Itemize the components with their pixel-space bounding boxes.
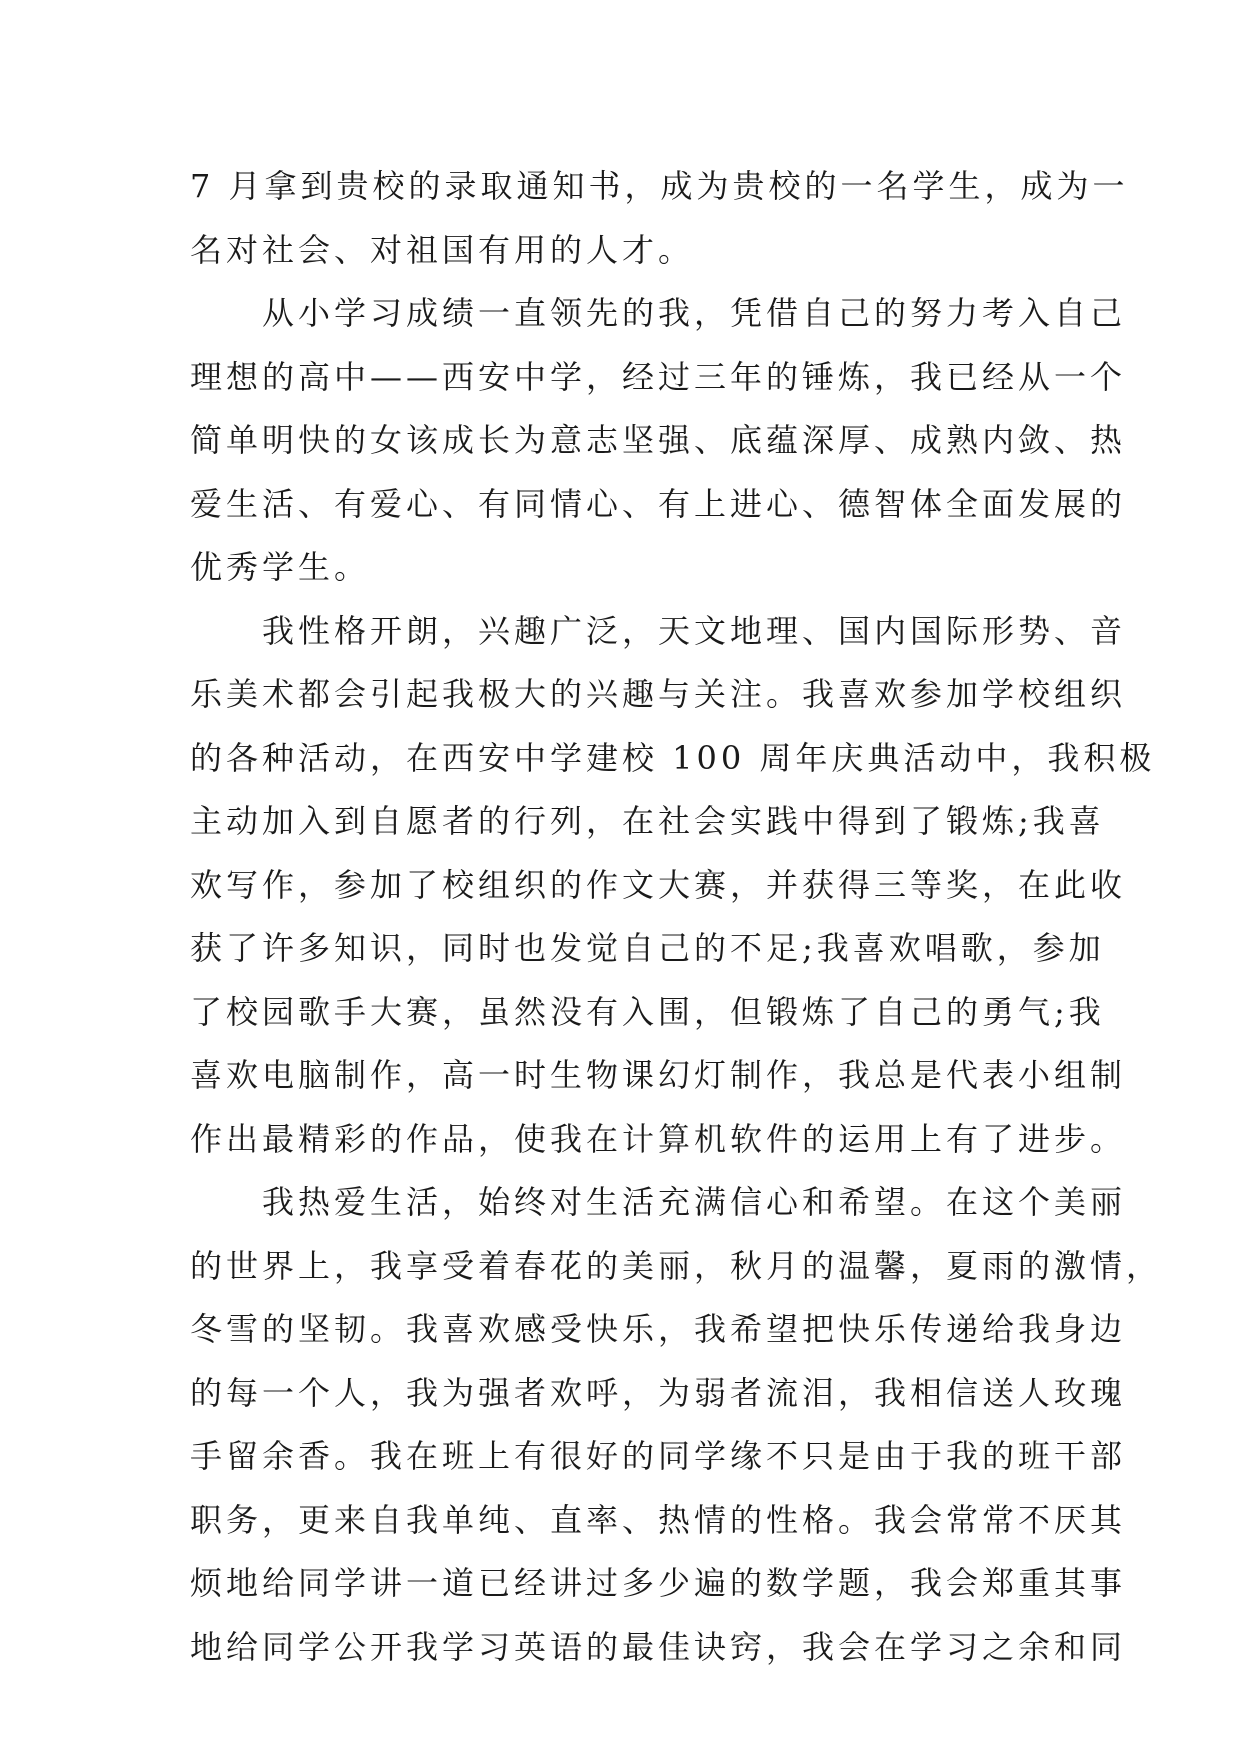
text-line: 的每一个人，我为强者欢呼，为弱者流泪，我相信送人玫瑰 <box>190 1373 1127 1412</box>
text-line: 我热爱生活，始终对生活充满信心和希望。在这个美丽 <box>190 1183 1127 1221</box>
text-line: 简单明快的女该成长为意志坚强、底蕴深厚、成熟内敛、热 <box>190 421 1127 459</box>
text-line: 爱生活、有爱心、有同情心、有上进心、德智体全面发展的 <box>190 484 1127 523</box>
text-line: 的各种活动，在西安中学建校 100 周年庆典活动中，我积极 <box>190 738 1156 777</box>
text-line: 喜欢电脑制作，高一时生物课幻灯制作，我总是代表小组制 <box>190 1056 1127 1094</box>
text-line: 乐美术都会引起我极大的兴趣与关注。我喜欢参加学校组织 <box>190 675 1127 713</box>
body-text <box>190 155 1163 1679</box>
text-line: 手留余香。我在班上有很好的同学缘不只是由于我的班干部 <box>190 1437 1127 1475</box>
text-line: 7 月拿到贵校的录取通知书，成为贵校的一名学生，成为一 <box>190 167 1129 205</box>
text-line: 的世界上，我享受着春花的美丽，秋月的温馨，夏雨的激情， <box>190 1246 1163 1285</box>
text-line: 了校园歌手大赛，虽然没有入围，但锻炼了自己的勇气;我 <box>190 992 1105 1031</box>
text-line: 冬雪的坚韧。我喜欢感受快乐，我希望把快乐传递给我身边 <box>190 1310 1127 1348</box>
text-line: 从小学习成绩一直领先的我，凭借自己的努力考入自己 <box>190 294 1127 332</box>
text-line: 名对社会、对祖国有用的人才。 <box>190 230 695 269</box>
text-line: 地给同学公开我学习英语的最佳诀窍，我会在学习之余和同 <box>190 1627 1127 1666</box>
text-line: 理想的高中——西安中学，经过三年的锤炼，我已经从一个 <box>190 357 1127 396</box>
text-line: 主动加入到自愿者的行列，在社会实践中得到了锻炼;我喜 <box>190 802 1105 840</box>
text-line: 职务，更来自我单纯、直率、热情的性格。我会常常不厌其 <box>190 1500 1127 1539</box>
text-line: 我性格开朗，兴趣广泛，天文地理、国内国际形势、音 <box>190 611 1127 650</box>
text-line: 优秀学生。 <box>190 548 371 586</box>
text-line: 获了许多知识，同时也发觉自己的不足;我喜欢唱歌，参加 <box>190 929 1105 967</box>
text-line: 烦地给同学讲一道已经讲过多少遍的数学题，我会郑重其事 <box>190 1564 1127 1602</box>
text-line: 作出最精彩的作品，使我在计算机软件的运用上有了进步。 <box>190 1119 1127 1158</box>
text-line: 欢写作，参加了校组织的作文大赛，并获得三等奖，在此收 <box>190 865 1127 904</box>
